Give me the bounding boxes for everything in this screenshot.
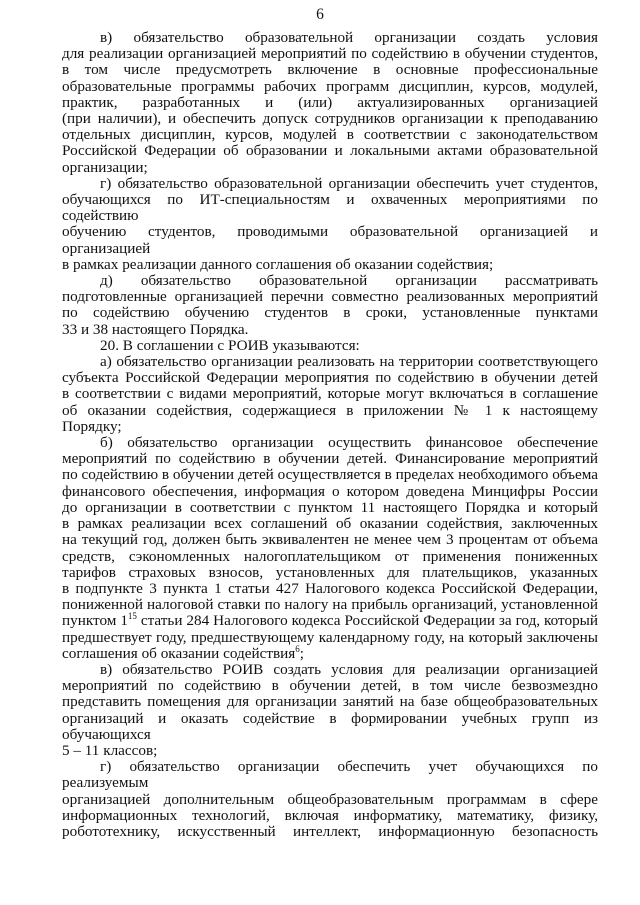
text-line: субъекта Российской Федерации мероприятия по содействию в обучении детей — [62, 369, 598, 387]
paragraph-b — [62, 435, 598, 662]
text-fragment: соглашения об оказании содействия — [62, 644, 296, 662]
text-line: Российской Федерации об образовании и локальными актами образовательной — [62, 142, 598, 160]
text-line: представить помещения для организации занятий на базе общеобразовательных — [62, 693, 598, 711]
text-line: г) обязательство организации обеспечить учет обучающихся по реализуемым — [62, 758, 598, 792]
text-line: 20. В соглашении с РОИВ указываются: — [100, 336, 360, 354]
paragraph-20 — [62, 338, 598, 354]
text-line: информационных технологий, включая информатику, математику, физику, — [62, 806, 598, 824]
text-line: до организации в соответствии с пунктом 11 настоящего Порядка и который — [62, 498, 598, 516]
text-line: обучающихся по ИТ-специальностям и охваченных мероприятиями по содействию — [62, 191, 598, 225]
text-line: образовательные программы рабочих программ дисциплин, курсов, модулей, — [62, 77, 598, 95]
text-line: практик, разработанных и (или) актуализированных организацией — [62, 93, 598, 111]
text-line: 33 и 38 настоящего Порядка. — [62, 320, 249, 338]
text-line: в соответствии с видами мероприятий, которые могут включаться в соглашение — [62, 385, 598, 403]
text-fragment: пунктом 1 — [62, 612, 128, 630]
text-line: в рамках реализации данного соглашения об оказании содействия; — [62, 255, 494, 273]
text-line: тарифов страховых взносов, установленных для плательщиков, указанных — [62, 563, 598, 581]
text-line: пониженной налоговой ставки по налогу на прибыль организаций, установленной — [62, 596, 598, 614]
text-line: (при наличии), и обеспечить допуск сотрудников организации к преподаванию — [62, 110, 598, 128]
paragraph-d — [62, 273, 598, 338]
text-line: в) обязательство образовательной организации создать условия — [100, 29, 598, 46]
text-line: в подпункте 3 пункта 1 статьи 427 Налогового кодекса Российской Федерации, — [62, 579, 598, 597]
text-line: организацией дополнительным общеобразовательным программам в сфере — [62, 790, 598, 808]
text-line: б) обязательство организации осуществить финансовое обеспечение — [100, 434, 598, 452]
text-line: робототехнику, искусственный интеллект, информационную безопасность — [62, 822, 598, 840]
paragraph-g — [62, 176, 598, 273]
text-line: в том числе предусмотреть включение в основные профессиональные — [62, 61, 598, 79]
text-line: организации; — [62, 158, 148, 176]
paragraph-g2 — [62, 759, 598, 840]
text-line: предшествует году, предшествующему календарному году, на который заключены — [62, 628, 598, 646]
text-line: мероприятий по содействию в обучении детей. Финансирование мероприятий — [62, 450, 598, 468]
text-line: для реализации организацией мероприятий по содействию в обучении студентов, — [62, 45, 598, 63]
paragraph-v2 — [62, 662, 598, 759]
text-line: мероприятий по содействию в обучении детей, в том числе безвозмездно — [62, 677, 598, 695]
text-line: д) обязательство образовательной организации рассматривать — [100, 272, 598, 290]
text-line: на текущий год, должен быть эквивалентен не менее чем 3 процентам от объема — [62, 531, 598, 549]
text-line: г) обязательство образовательной организации обеспечить учет студентов, — [100, 174, 598, 192]
document-body — [62, 30, 598, 840]
text-line: организаций и оказать содействие в формировании учебных групп из обучающихся — [62, 709, 598, 743]
text-line: обучению студентов, проводимыми образовательной организацией и организацией — [62, 223, 598, 257]
text-line-with-footnote — [62, 643, 598, 662]
text-line: в) обязательство РОИВ создать условия для реализации организацией — [100, 660, 598, 678]
text-line: финансового обеспечения, информация о котором доведена Минцифры России — [62, 482, 598, 500]
paragraph-v — [62, 30, 598, 176]
text-line: в рамках реализации всех соглашений об оказании содействия, заключенных — [62, 515, 598, 533]
text-line: об оказании содействия, содержащиеся в приложении № 1 к настоящему Порядку; — [62, 401, 598, 435]
text-fragment: ; — [299, 644, 304, 662]
superscript: 15 — [127, 611, 137, 622]
footnote-marker: 6 — [295, 643, 300, 654]
text-line-with-superscript — [62, 613, 598, 629]
text-line: а) обязательство организации реализовать на территории соответствующего — [100, 353, 598, 371]
text-line: подготовленные организацией перечни совместно реализованных мероприятий — [62, 288, 598, 306]
text-line: по содействию обучению студентов в сроки, установленные пунктами — [62, 304, 598, 322]
text-line: отдельных дисциплин, курсов, модулей в соответствии с законодательством — [62, 126, 598, 144]
text-fragment: статьи 284 Налогового кодекса Российской Федерации за год, который — [136, 612, 598, 630]
paragraph-a — [62, 354, 598, 435]
text-line: средств, сэкономленных налогоплательщиком от применения пониженных — [62, 547, 598, 565]
page-number: 6 — [316, 6, 324, 23]
text-line: по содействию в обучении детей осуществляется в пределах необходимого объема — [62, 466, 598, 484]
text-line: 5 – 11 классов; — [62, 741, 158, 759]
